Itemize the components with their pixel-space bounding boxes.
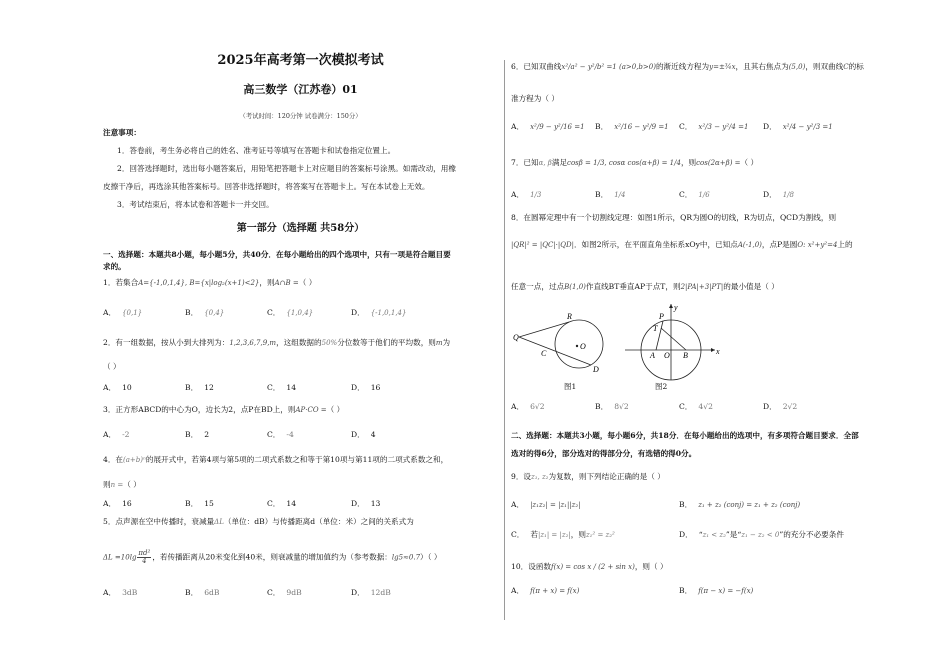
fig2-label-y: y — [674, 303, 678, 312]
option-label: A． — [103, 430, 117, 439]
option-value: 14 — [286, 383, 297, 392]
q4-text: 4．在 — [103, 455, 124, 464]
option-value: 12dB — [370, 588, 391, 597]
question-6-line2: 准方程为（ ） — [511, 94, 559, 103]
option-label: D． — [351, 383, 365, 392]
q6-math: x²/a² − y²/b² =1 (a>0,b>0) — [561, 63, 656, 71]
exam-title: 2025年高考第一次模拟考试 — [217, 53, 384, 68]
option-label: A． — [511, 402, 525, 411]
q8-math5: 2|PA|+3|PT| — [680, 283, 724, 291]
q5-tail: ）（ ） — [420, 552, 442, 562]
note-item-2a: 2．回答选择题时，选出每小题答案后，用铅笔把答题卡上对应题目的答案标号涂黑。如需改动，用橡 — [117, 164, 456, 173]
option-value: -4 — [286, 430, 294, 439]
question-10 — [511, 562, 668, 572]
option-label: C． — [267, 383, 281, 392]
option-value: -2 — [122, 430, 130, 439]
option-label: A． — [103, 308, 117, 317]
q2-option-a[interactable] — [103, 383, 132, 393]
q5-option-a[interactable] — [103, 588, 137, 598]
q6-math2: y=±¾x — [709, 63, 736, 71]
option-value: 1/3 — [530, 191, 542, 199]
note-item-3: 3．考试结束后，将本试卷和答题卡一并交回。 — [117, 200, 274, 209]
option-value: |z₁z₂| = |z₁||z₂| — [530, 501, 581, 509]
q8-line3: 任意一点，过点 — [511, 282, 565, 291]
q3-math: AP·CO = — [295, 406, 327, 414]
option-label: A． — [103, 383, 117, 392]
q3-text: 3．正方形ABCD的中心为O，边长为2，点P在BD上，则 — [103, 405, 296, 414]
part1-instruction-b: 求的。 — [103, 262, 126, 271]
q10-text-post: ，则（ ） — [634, 562, 668, 571]
part2-instruction-a: 二、选择题：本题共3小题，每小题6分，共18分．在每小题给出的选项中，有多项符合题目要求．全部 — [511, 431, 859, 440]
question-5 — [103, 517, 414, 527]
q1-option-a[interactable] — [103, 308, 142, 318]
figure-2-caption: 图2 — [655, 382, 668, 391]
option-label: D． — [351, 308, 365, 317]
q6-option-d[interactable] — [763, 122, 833, 132]
option-value: f(π − x) = −f(x) — [698, 587, 754, 595]
q4-option-d[interactable] — [351, 499, 380, 509]
fig1-label-r: R — [567, 312, 572, 321]
q7-math3: cos(2α+β) = — [696, 159, 741, 167]
q4-text-post: 的展开式中，若第4项与第5项的二项式系数之和等于第10项与第11项的二项式系数之和， — [145, 455, 449, 464]
q6-option-a[interactable] — [511, 122, 585, 132]
q8-line2b: ，点P是圆 — [761, 240, 798, 249]
q9-optd-post: ”的充分不必要条件 — [779, 530, 844, 539]
q9-optc-math: |z₁| = |z₂| — [538, 531, 571, 539]
figure-2-coordinate-circle — [623, 298, 723, 382]
q6-text-mid: 的渐近线方程为 — [655, 62, 710, 71]
note-item-2b: 皮擦干净后，再选涂其他答案标号。回答非选择题时，将答案写在答题卡上。写在本试卷上无效。 — [103, 182, 430, 191]
q1-option-c[interactable] — [267, 308, 313, 318]
option-label: C． — [267, 430, 281, 439]
q3-option-a[interactable] — [103, 430, 129, 440]
q7-math2: cosβ = 1/3, cosα cos(α+β) = 1/4 — [567, 159, 681, 167]
question-5-line2 — [103, 550, 441, 565]
question-6 — [511, 62, 864, 72]
q9-optd-text: “ — [698, 530, 703, 539]
fig2-label-b: B — [683, 351, 688, 360]
q9-optd-mid: ”是“ — [725, 530, 742, 539]
option-label: D． — [763, 190, 777, 199]
q7-math: α, β — [538, 159, 552, 167]
q5-option-c[interactable] — [267, 588, 302, 598]
option-value: 1/6 — [698, 191, 710, 199]
q5-math1: ΔL — [214, 518, 224, 526]
fig2-label-x: x — [716, 347, 720, 356]
option-value: 13 — [370, 499, 381, 508]
option-value: 16 — [122, 499, 132, 508]
option-value: x²/16 − y²/9 =1 — [614, 123, 669, 131]
question-8: 8．在圆幂定理中有一个切割线定理：如图1所示，QR为圆O的切线，R为切点，QCD为割线，则 — [511, 213, 837, 222]
fig1-label-q: Q — [513, 333, 519, 342]
option-value: 4 — [370, 430, 376, 439]
fig1-label-d: D — [593, 365, 599, 374]
column-divider — [504, 60, 505, 620]
q1-text: 1．若集合 — [103, 278, 139, 287]
option-value: 3dB — [122, 588, 138, 597]
q9-optc-text: 若 — [530, 530, 538, 539]
q5-text-b: （单位：dB）与传播距离d（单位：米）之间的关系式为 — [223, 517, 414, 526]
q6-option-c[interactable] — [679, 122, 748, 132]
fig2-label-o: O — [664, 351, 670, 360]
q9-text: 9．设 — [511, 472, 532, 481]
q2-option-c[interactable] — [267, 383, 296, 393]
q9-text-post: 为复数，则下列结论正确的是（ ） — [548, 472, 665, 481]
question-2 — [103, 338, 450, 348]
option-value: 4√2 — [698, 402, 713, 411]
option-value: 2√2 — [782, 402, 798, 411]
option-label: B． — [185, 588, 199, 597]
option-value: 1/4 — [614, 191, 626, 199]
q3-option-c[interactable] — [267, 430, 294, 440]
q8-math4: B(1,0) — [564, 283, 586, 291]
q9-optd-math: z₁ < z₂ — [702, 531, 726, 539]
option-label: C． — [267, 588, 281, 597]
q10-option-b[interactable] — [679, 586, 753, 596]
question-9 — [511, 472, 665, 482]
q2-text: 2．有一组数据，按从小到大排列为： — [103, 338, 230, 347]
q8-line2c: 上的 — [837, 240, 853, 249]
fig1-label-o: O — [580, 342, 586, 351]
question-1 — [103, 278, 316, 288]
q10-math: f(x) = cos x / (2 + sin x) — [551, 563, 635, 571]
q5-fraction — [137, 550, 151, 565]
q5-line2: ，若传播距离从20米变化到40米，则衰减量的增加值约为（参考数据： — [152, 552, 392, 562]
part1-heading: 第一部分（选择题 共58分） — [236, 223, 365, 234]
option-label: A． — [511, 122, 525, 131]
q8-math3: O: x²+y²=4 — [797, 241, 838, 249]
question-4 — [103, 455, 448, 465]
option-label: D． — [351, 430, 365, 439]
option-label: C． — [511, 530, 525, 539]
q8-line3b: 作直线BT垂直AP于点T，则 — [585, 282, 681, 291]
q5-math3: lg5≈0.7 — [391, 553, 421, 562]
q7-option-d[interactable] — [763, 190, 794, 200]
q7-tail: （ ） — [740, 158, 759, 167]
option-label: C． — [679, 402, 693, 411]
q8-option-b[interactable] — [595, 402, 629, 412]
figure-1-tangent-secant — [511, 300, 621, 380]
option-label: A． — [103, 499, 117, 508]
q2-text-mid: ，这组数据的 — [276, 338, 322, 347]
q4-option-c[interactable] — [267, 499, 296, 509]
option-value: 16 — [370, 383, 381, 392]
option-label: B． — [595, 190, 609, 199]
q9-math: z₁, z₂ — [531, 473, 549, 481]
fig1-label-c: C — [541, 349, 547, 358]
option-label: A． — [103, 588, 117, 597]
q4-tail: （ ） — [123, 480, 141, 489]
question-3 — [103, 405, 344, 415]
option-value: 14 — [286, 499, 297, 508]
q1-math: A={-1,0,1,4}, B={x|log₂(x+1)<2} — [138, 279, 260, 287]
q6-math3: (5,0) — [788, 63, 806, 71]
option-value: 12 — [204, 383, 214, 392]
q9-option-a[interactable] — [511, 500, 581, 510]
q1-math2: A∩B = — [274, 279, 299, 287]
q7-option-a[interactable] — [511, 190, 541, 200]
option-label: B． — [679, 586, 693, 595]
option-value: 10 — [122, 383, 132, 392]
note-item-1: 1．答卷前，考生务必将自己的姓名、准考证号等填写在答题卡和试卷指定位置上。 — [117, 146, 396, 155]
question-4-line2 — [103, 480, 141, 490]
q9-optc-mid: ，则 — [570, 530, 586, 539]
q3-option-d[interactable] — [351, 430, 376, 440]
option-value: {0,4} — [204, 309, 225, 317]
fig2-y-arrow-icon — [669, 304, 673, 308]
option-label: B． — [595, 122, 609, 131]
q2-tail: 为 — [442, 338, 451, 347]
option-value: z₁ + z₂ (conj) = z₁ + z₂ (conj) — [698, 501, 801, 509]
q2-math2: 50% — [321, 339, 338, 347]
option-label: D． — [763, 122, 777, 131]
q5-text: 5．点声源在空中传播时，衰减量 — [103, 517, 215, 526]
q4-option-b[interactable] — [185, 499, 214, 509]
option-label: B． — [185, 383, 199, 392]
q8-line2: ．如图2所示，在平面直角坐标系xOy中，已知点 — [573, 240, 738, 249]
option-value: x²/4 − y²/3 =1 — [782, 123, 833, 131]
q4-math: (a+b)ⁿ — [123, 456, 146, 464]
q7-text-post: ，则 — [680, 158, 697, 167]
q2-math3: m — [435, 339, 443, 347]
option-value: f(π + x) = f(x) — [530, 587, 580, 595]
q3-option-b[interactable] — [185, 430, 209, 440]
q8-option-d[interactable] — [763, 402, 797, 412]
option-label: D． — [679, 530, 693, 539]
q6-text: 6．已知双曲线 — [511, 62, 562, 71]
option-label: A． — [511, 586, 525, 595]
q6-math4: C — [843, 63, 849, 71]
q2-text-post: 分位数等于他们的平均数，则 — [337, 338, 436, 347]
q2-option-b[interactable] — [185, 383, 214, 393]
option-value: x²/3 − y²/4 =1 — [698, 123, 749, 131]
option-label: C． — [267, 499, 281, 508]
figure-1-caption: 图1 — [564, 382, 577, 391]
fig2-label-p: P — [659, 312, 664, 321]
exam-subtitle: 高三数学（江苏卷）01 — [243, 83, 358, 96]
option-label: C． — [679, 190, 693, 199]
option-label: D． — [351, 588, 365, 597]
q4-math2: n = — [110, 481, 124, 489]
q5-option-b[interactable] — [185, 588, 219, 598]
q6-text-post2: ，则双曲线 — [805, 62, 844, 71]
q1-option-b[interactable] — [185, 308, 224, 318]
q8-math2: A(-1,0) — [737, 241, 762, 249]
q6-text-post: ，且其右焦点为 — [735, 62, 789, 71]
option-label: B． — [185, 308, 199, 317]
q5-frac-numerator: πd² — [138, 549, 151, 557]
question-8-line2 — [511, 240, 853, 250]
q9-optd-math2: z₁ − z₂ < 0 — [741, 531, 780, 539]
q7-option-b[interactable] — [595, 190, 625, 200]
option-label: B． — [185, 430, 199, 439]
option-value: 6dB — [204, 588, 220, 597]
option-label: B． — [595, 402, 609, 411]
fig1-tangent-line — [519, 322, 569, 337]
option-label: C． — [267, 308, 281, 317]
exam-info: （考试时间：120分钟 试卷满分：150分） — [239, 112, 362, 120]
q6-tail: 的标 — [848, 62, 864, 71]
fig2-line-bt — [661, 328, 686, 350]
option-label: C． — [679, 122, 693, 131]
fig1-circle — [555, 320, 603, 368]
option-label: B． — [679, 500, 693, 509]
question-7 — [511, 158, 758, 168]
option-label: A． — [511, 500, 525, 509]
q3-tail: （ ） — [326, 405, 345, 414]
option-value: {1,0,4} — [286, 309, 314, 317]
q1-text-post: ，则 — [259, 278, 275, 287]
option-label: D． — [351, 499, 365, 508]
q5-frac-denominator: 4 — [142, 557, 147, 565]
part2-instruction-b: 选对的得6分，部分选对的得部分分，有选错的得0分。 — [511, 449, 697, 458]
q7-option-c[interactable] — [679, 190, 710, 200]
option-label: A． — [511, 190, 525, 199]
q5-option-d[interactable] — [351, 588, 391, 598]
part1-instruction-a: 一、选择题：本题共8小题，每小题5分，共40分．在每小题给出的四个选项中，只有一项是符合题目要 — [103, 250, 451, 259]
q4-option-a[interactable] — [103, 499, 132, 509]
notes-heading: 注意事项： — [103, 128, 141, 137]
option-value: 2 — [204, 430, 210, 439]
q8-option-c[interactable] — [679, 402, 713, 412]
fig2-x-arrow-icon — [711, 348, 715, 352]
q7-text-mid: 满足 — [551, 158, 568, 167]
q2-paren: （ ） — [103, 362, 121, 371]
option-value: x²/9 − y²/16 =1 — [530, 123, 585, 131]
q2-math: 1,2,3,6,7,9,m — [229, 339, 277, 347]
q10-option-a[interactable] — [511, 586, 579, 596]
option-value: 6√2 — [530, 402, 545, 411]
fig1-center-point — [576, 345, 578, 347]
q1-tail: （ ） — [298, 278, 317, 287]
option-value: {0,1} — [122, 309, 143, 317]
q9-option-c[interactable] — [511, 530, 615, 540]
q8-option-a[interactable] — [511, 402, 545, 412]
fig2-label-t: T — [653, 324, 658, 333]
q8-math1: |QR|² = |QC|·|QD| — [511, 241, 574, 249]
option-value: 9dB — [286, 588, 302, 597]
q10-text: 10．设函数 — [511, 562, 552, 571]
q7-text: 7．已知 — [511, 158, 539, 167]
q5-math2: ΔL =10lg — [103, 553, 137, 562]
option-value: {-1,0,1,4} — [370, 309, 407, 317]
option-label: B． — [185, 499, 199, 508]
q8-line3c: 的最小值是（ ） — [723, 282, 779, 291]
q9-optc-math2: z₁² = z₂² — [585, 531, 615, 539]
q9-option-b[interactable] — [679, 500, 800, 510]
option-label: D． — [763, 402, 777, 411]
q6-option-b[interactable] — [595, 122, 669, 132]
option-value: 1/8 — [782, 191, 794, 199]
q2-option-d[interactable] — [351, 383, 380, 393]
option-value: 15 — [204, 499, 214, 508]
option-value: 8√2 — [614, 402, 629, 411]
q4-line2: 则 — [103, 480, 111, 489]
q1-option-d[interactable] — [351, 308, 406, 318]
question-8-line3 — [511, 282, 779, 292]
fig2-label-a: A — [650, 351, 655, 360]
q9-option-d[interactable] — [679, 530, 844, 540]
